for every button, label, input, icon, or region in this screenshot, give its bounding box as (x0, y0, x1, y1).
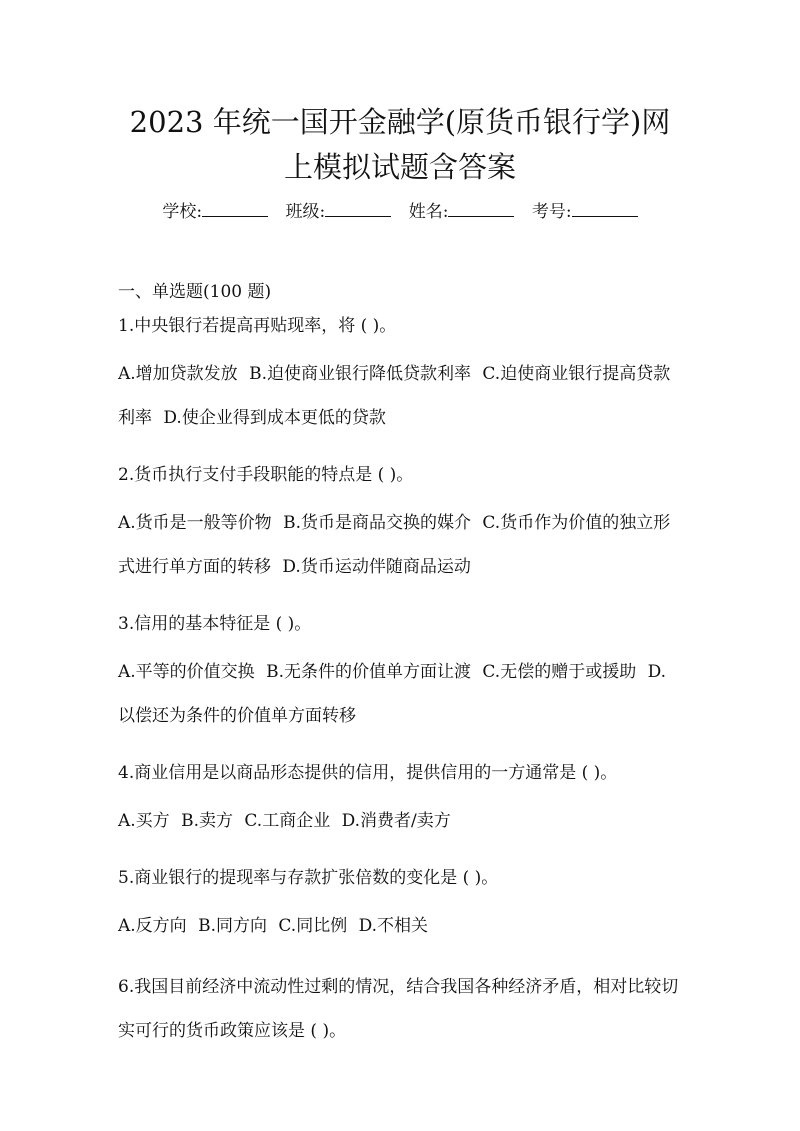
class-label: 班级: (285, 202, 326, 222)
section-heading: 一、单选题(100 题) (118, 282, 272, 302)
option-d: D.货币运动伴随商品运动 (282, 557, 471, 577)
student-info-row (118, 200, 682, 224)
title-line-1: 2023 年统一国开金融学(原货币银行学)网 (129, 105, 671, 139)
exam-number-blank (572, 200, 638, 217)
question-stem: 3.信用的基本特征是 ( )。 (118, 614, 312, 634)
name-label: 姓名: (408, 202, 449, 222)
question-options (118, 650, 682, 738)
option-a: A.货币是一般等价物 (118, 513, 272, 533)
question-options (118, 904, 682, 948)
question-2 (118, 463, 682, 589)
exam-number-field (532, 200, 638, 224)
school-blank (202, 200, 268, 217)
question-options (118, 799, 682, 843)
document-title (118, 100, 682, 190)
option-a: A.反方向 (118, 916, 187, 936)
name-field (409, 200, 515, 224)
name-blank (448, 200, 514, 217)
option-b: B.无条件的价值单方面让渡 (266, 662, 471, 682)
option-d: D.使企业得到成本更低的贷款 (163, 408, 386, 428)
option-c: C.迫使商业银行提高贷款利率 (118, 364, 671, 428)
school-label: 学校: (162, 202, 203, 222)
option-c: C.货币作为价值的独立形式进行单方面的转移 (118, 513, 671, 577)
question-3 (118, 612, 682, 738)
question-4 (118, 761, 682, 843)
exam-number-label: 考号: (531, 202, 572, 222)
option-b: B.同方向 (198, 916, 267, 936)
option-d: D.不相关 (358, 916, 429, 936)
question-stem: 6.我国目前经济中流动性过剩的情况，结合我国各种经济矛盾，相对比较切实可行的货币政策应该是 ( )。 (118, 977, 679, 1041)
option-b: B.货币是商品交换的媒介 (283, 513, 471, 533)
question-options (118, 501, 682, 589)
question-stem: 1.中央银行若提高再贴现率，将 ( )。 (118, 316, 397, 336)
option-d: D.消费者/卖方 (341, 811, 451, 831)
option-d: D.以偿还为条件的价值单方面转移 (118, 662, 667, 726)
question-1 (118, 314, 682, 440)
school-field (162, 200, 268, 224)
option-c: C.工商企业 (244, 811, 331, 831)
class-field (286, 200, 392, 224)
option-a: A.买方 (118, 811, 170, 831)
question-stem: 2.货币执行支付手段职能的特点是 ( )。 (118, 465, 414, 485)
question-stem: 4.商业信用是以商品形态提供的信用，提供信用的一方通常是 ( )。 (118, 763, 618, 783)
option-c: C.同比例 (278, 916, 348, 936)
question-6 (118, 965, 682, 1053)
option-b: B.卖方 (181, 811, 233, 831)
title-line-2: 上模拟试题含答案 (283, 150, 516, 184)
question-stem: 5.商业银行的提现率与存款扩张倍数的变化是 ( )。 (118, 868, 499, 888)
option-b: B.迫使商业银行降低贷款利率 (249, 364, 471, 384)
option-a: A.增加贷款发放 (118, 364, 238, 384)
question-options (118, 352, 682, 440)
option-c: C.无偿的赠于或援助 (482, 662, 637, 682)
question-5 (118, 866, 682, 948)
class-blank (325, 200, 391, 217)
option-a: A.平等的价值交换 (118, 662, 255, 682)
